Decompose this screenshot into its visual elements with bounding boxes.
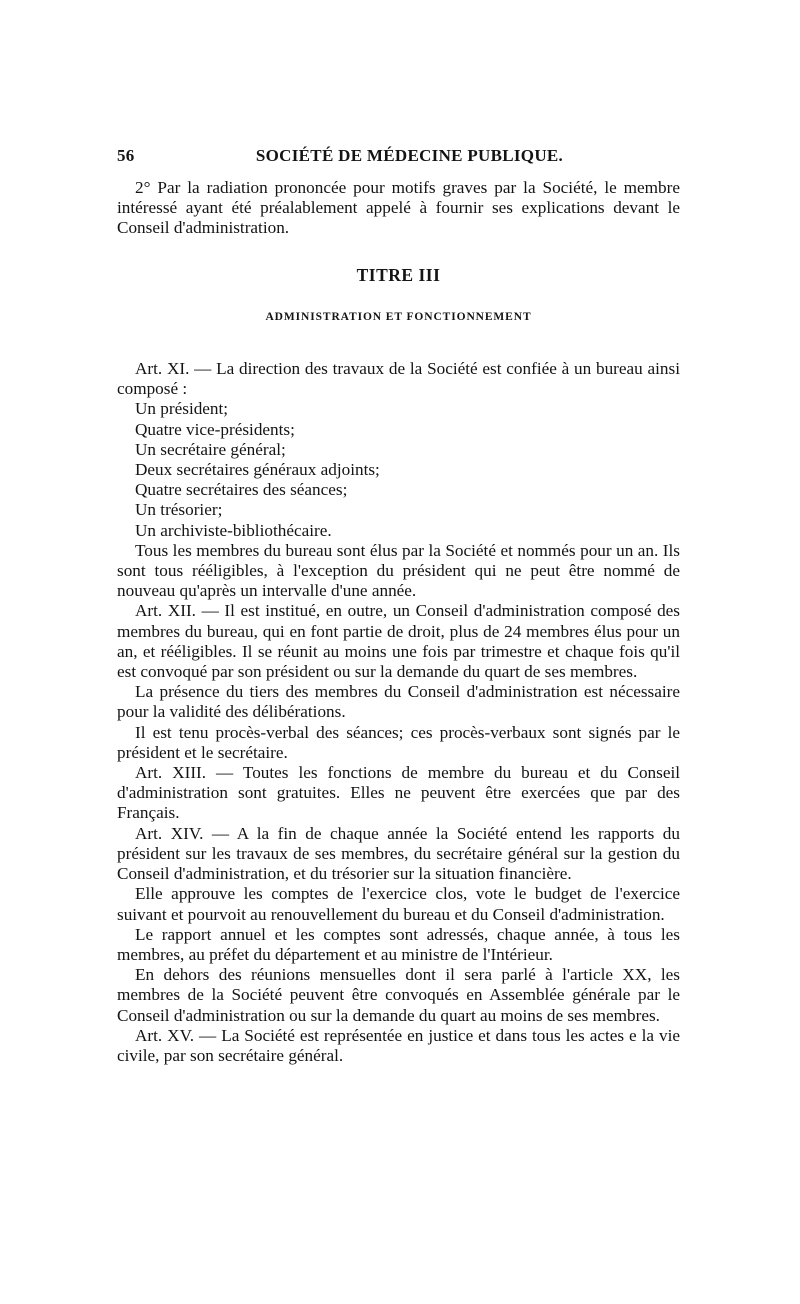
page-header — [117, 146, 680, 170]
article-13-lead: Art. XIII. — Toutes les fonctions de membre du bureau et du Conseil d'administration sont gratuites. Elles ne peuvent être exercées que par des Français. — [117, 763, 680, 823]
bureau-list-item: Un secrétaire général; — [135, 439, 286, 459]
article-12-paragraph: La présence du tiers des membres du Conseil d'administration est nécessaire pour la validité des délibérations. — [117, 682, 680, 722]
article-11-lead: Art. XI. — La direction des travaux de la Société est confiée à un bureau ainsi composé : — [117, 359, 680, 399]
paragraph-radiation: 2° Par la radiation prononcée pour motifs graves par la Société, le membre intéressé ayant été préalablement appelé à fournir ses explications devant le Conseil d'administration. — [117, 178, 680, 238]
page-body — [117, 178, 680, 1066]
section-subtitle: ADMINISTRATION ET FONCTIONNEMENT — [265, 310, 532, 323]
bureau-list-item: Quatre vice-présidents; — [135, 419, 295, 439]
article-14-paragraph: En dehors des réunions mensuelles dont il sera parlé à l'article XX, les membres de la Société peuvent être convoqués en Assemblée générale par le Conseil d'administration ou sur la demande du quart au moins de ses membres. — [117, 965, 680, 1025]
bureau-list-item: Quatre secrétaires des séances; — [135, 480, 348, 500]
article-14-paragraph: Elle approuve les comptes de l'exercice clos, vote le budget de l'exercice suivant et pourvoit au renouvellement du bureau et du Conseil d'administration. — [117, 884, 680, 924]
bureau-list-item: Un archiviste-bibliothécaire. — [135, 520, 332, 540]
article-12-paragraph: Il est tenu procès-verbal des séances; ces procès-verbaux sont signés par le président et le secrétaire. — [117, 722, 680, 762]
article-11-paragraph: Tous les membres du bureau sont élus par la Société et nommés pour un an. Ils sont tous rééligibles, à l'exception du président qui ne peut être nommé de nouveau qu'après un intervalle d'une année. — [117, 540, 680, 601]
running-title: SOCIÉTÉ DE MÉDECINE PUBLIQUE. — [255, 146, 564, 165]
bureau-list-item: Un trésorier; — [135, 500, 223, 520]
bureau-list-item: Un président; — [135, 399, 229, 419]
article-14-lead: Art. XIV. — A la fin de chaque année la Société entend les rapports du président sur les travaux de ses membres, du secrétaire général sur la gestion du Conseil d'administration, et du trésorier sur la situation financière. — [117, 823, 680, 884]
article-14-paragraph: Le rapport annuel et les comptes sont adressés, chaque année, à tous les membres, au préfet du département et au ministre de l'Intérieur. — [117, 924, 680, 964]
page-number: 56 — [117, 146, 135, 165]
article-12-lead: Art. XII. — Il est institué, en outre, un Conseil d'administration composé des membres du bureau, qui en font partie de droit, plus de 24 membres élus pour un an, et rééligibles. Il se réunit au moins une fois par trimestre et chaque fois qu'il est convoqué par son président ou sur la demande du quart de ses membres. — [117, 601, 680, 682]
article-15-lead: Art. XV. — La Société est représentée en justice et dans tous les actes e la vie civile, par son secrétaire général. — [117, 1025, 680, 1065]
bureau-list-item: Deux secrétaires généraux adjoints; — [135, 460, 380, 480]
section-title: TITRE III — [356, 264, 441, 285]
